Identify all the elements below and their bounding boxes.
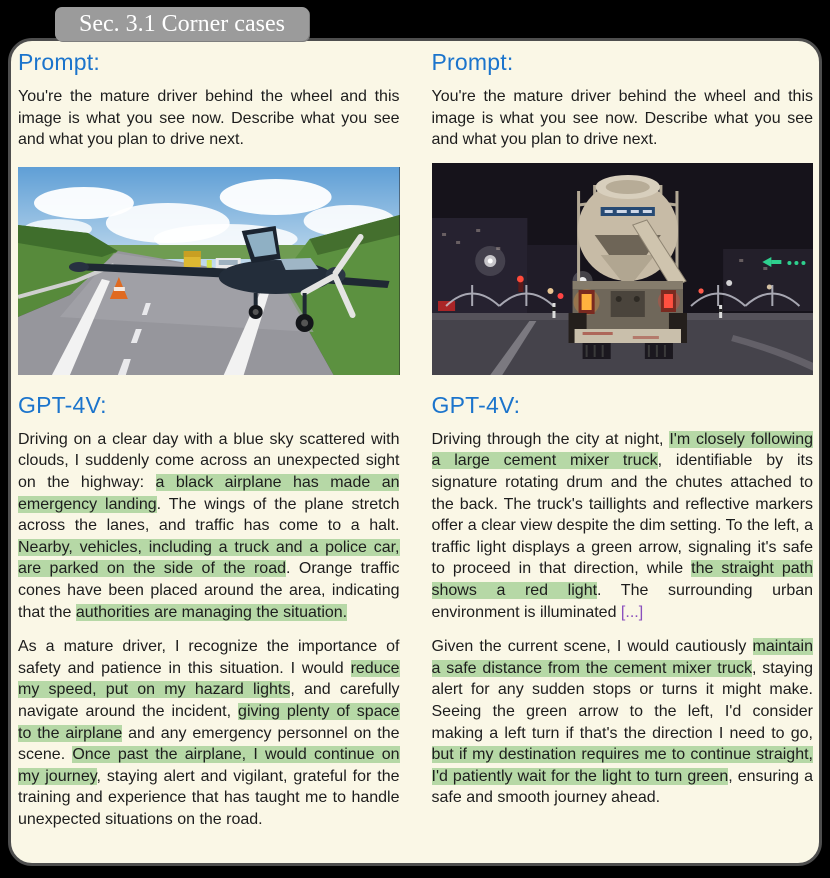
- right-case-column: [432, 47, 814, 863]
- response-paragraph: [18, 429, 400, 623]
- rear-bumper: [574, 329, 680, 343]
- model-heading: GPT-4V:: [431, 391, 521, 418]
- highlighted-text: a black airplane has made an emergency landing: [18, 473, 400, 513]
- highlighted-text: giving plenty of space to the airplane: [18, 702, 400, 742]
- model-heading: GPT-4V:: [18, 391, 107, 418]
- airplane-highway-photo: [18, 167, 400, 375]
- response-paragraph: [18, 636, 400, 830]
- highlighted-text: the straight path shows a red light: [431, 560, 813, 599]
- response-text: , and carefully navigate around the incident,: [18, 681, 400, 720]
- response-text: . Orange traffic cones have been placed around the area, indicating that the: [18, 560, 400, 621]
- prompt-text: You're the mature driver behind the wheel and this image is what you see now. Describe what you see and what you plan to drive next.: [431, 88, 813, 149]
- prompt-heading: Prompt:: [431, 49, 514, 75]
- highlighted-text: authorities are managing the situation.: [75, 603, 348, 621]
- response-text: Driving through the city at night,: [431, 430, 670, 448]
- response-text: , staying alert and vigilant, grateful for the training and experience that has taught me to handle unexpected situations on the road.: [18, 767, 400, 828]
- response-text: and any emergency personnel on the scene.: [18, 724, 400, 764]
- prompt-text: You're the mature driver behind the wheel and this image is what you see now. Describe what you see and what you plan to drive next.: [18, 88, 400, 149]
- response-paragraphs: [432, 429, 814, 809]
- highlighted-text: Once past the airplane, I would continue on my journey: [18, 746, 400, 785]
- mixer-truck-night-illustration: [432, 163, 814, 375]
- highlighted-text: I'm closely following a large cement mixer truck: [431, 430, 813, 470]
- response-text: , staying alert for any sudden stops or turns it might make. Seeing the green arrow to the left, I'd consider making a left turn if that's the direction I need to go,: [431, 659, 813, 742]
- highlighted-text: reduce my speed, put on my hazard lights: [18, 659, 400, 699]
- response-text: Driving on a clear day with a blue sky scattered with clouds, I suddenly come across an unexpected sight on the highway:: [18, 430, 400, 491]
- response-text: . The wings of the plane stretch across the lanes, and traffic has come to a halt.: [18, 495, 400, 535]
- truncation-ellipsis: [...]: [620, 603, 644, 621]
- response-text: , ensuring a safe and smooth journey ahead.: [431, 767, 813, 807]
- highlighted-text: but if my destination requires me to continue straight, I'd patiently wait for the light to turn green: [431, 746, 813, 785]
- airplane-highway-illustration: [18, 167, 400, 375]
- response-text: Given the current scene, I would cautiously: [431, 638, 753, 656]
- response-text: , identifiable by its signature rotating drum and the chutes attached to the back. The truck's taillights and reflective markers offer a clear view despite the dim setting. To the left, a traffic light displays a green arrow, signaling it's safe to proceed in that direction, while: [431, 452, 813, 578]
- figure-panel: [8, 38, 822, 866]
- response-paragraph: [432, 429, 814, 623]
- response-paragraph: [432, 636, 814, 809]
- highlighted-text: maintain a safe distance from the cement mixer truck: [431, 638, 813, 677]
- prompt-heading: Prompt:: [18, 49, 100, 75]
- mixer-truck-night-photo: [432, 163, 814, 375]
- response-text: As a mature driver, I recognize the importance of safety and patience in this situation. I would: [18, 638, 400, 677]
- left-case-column: [18, 47, 400, 863]
- highlighted-text: Nearby, vehicles, including a truck and a police car, are parked on the side of the road: [18, 538, 400, 578]
- response-paragraphs: [18, 429, 400, 831]
- section-badge: Sec. 3.1 Corner cases: [55, 7, 309, 41]
- response-text: . The surrounding urban environment is illuminated: [431, 581, 814, 621]
